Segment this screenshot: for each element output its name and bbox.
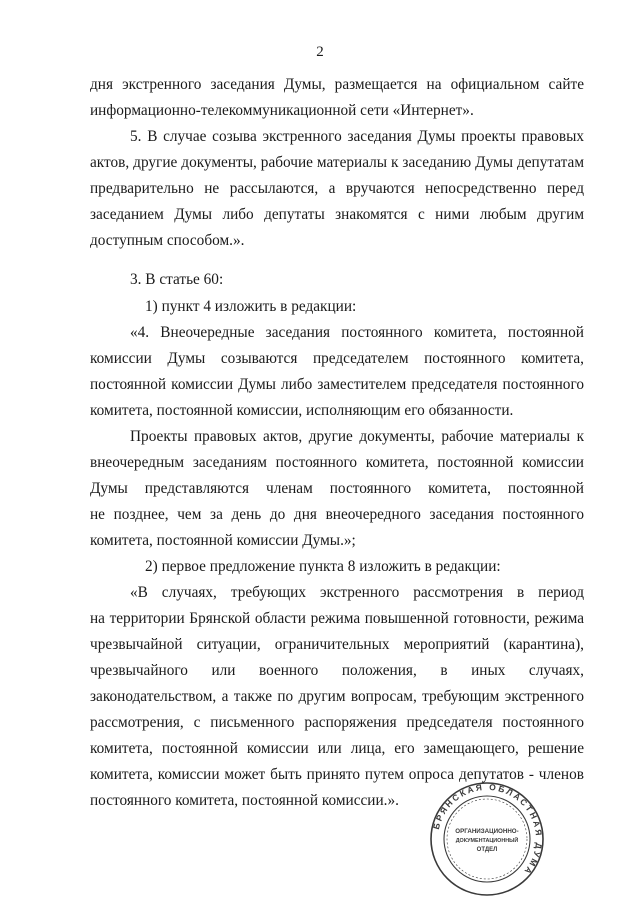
text-line: комитета, комиссии может быть принято путем опроса депутатов - членов [90, 766, 584, 783]
text-line: «4. Внеочередные заседания постоянного комитета, постоянной [130, 324, 584, 341]
text-line: Думы представляются членам постоянного комитета, постоянной [90, 480, 584, 497]
text-line: дня экстренного заседания Думы, размещается на официальном сайте [90, 76, 584, 93]
text-line: актов, другие документы, рабочие материалы к заседанию Думы депутатам [90, 154, 584, 171]
text-line: 2) первое предложение пункта 8 изложить в редакции: [145, 558, 501, 575]
page-number: 2 [316, 44, 324, 60]
text-line: предварительно не рассылаются, а вручаются непосредственно перед [90, 180, 584, 197]
text-line: заседанием Думы либо депутаты знакомятся с ними любым другим [90, 206, 584, 223]
text-line: информационно-телекоммуникационной сети «Интернет». [90, 102, 474, 119]
text-line: «В случаях, требующих экстренного рассмотрения в период [130, 584, 584, 601]
stamp-ring-text: БРЯНСКАЯ ОБЛАСТНАЯ ДУМА [430, 781, 545, 878]
text-line: постоянной комиссии Думы либо заместителем председателя постоянного [90, 376, 584, 393]
official-stamp-icon [428, 780, 546, 898]
text-line: на территории Брянской области режима повышенной готовности, режима [90, 610, 584, 627]
text-line: комитета, постоянной комиссии Думы.»; [90, 532, 356, 549]
text-line: комитета, постоянной комиссии, исполняющим его обязанности. [90, 402, 514, 419]
text-line: не позднее, чем за день до дня внеочередного заседания постоянного [90, 506, 584, 523]
text-line: 1) пункт 4 изложить в редакции: [145, 298, 357, 315]
text-line: внеочередным заседаниям постоянного комитета, постоянной комиссии [90, 454, 584, 471]
text-line: Проекты правовых актов, другие документы, рабочие материалы к [130, 428, 584, 445]
text-line: комитета, постоянной комиссии или лица, его замещающего, решение [90, 740, 584, 757]
stamp-center-text: ОТДЕЛ [476, 847, 498, 853]
section-heading: 3. В статье 60: [130, 271, 224, 288]
text-line: комиссии Думы созываются председателем постоянного комитета, [90, 350, 584, 367]
stamp-center-text: ОРГАНИЗАЦИОННО- [455, 828, 519, 835]
text-line: чрезвычайного или военного положения, в иных случаях, [90, 662, 584, 679]
text-line: законодательством, а также по другим вопросам, требующим экстренного [90, 688, 584, 705]
text-line: 5. В случае созыва экстренного заседания Думы проекты правовых [130, 128, 584, 145]
text-line: рассмотрения, с письменного распоряжения председателя постоянного [90, 714, 584, 731]
text-line: постоянного комитета, постоянной комиссии.». [90, 792, 399, 809]
stamp-center-text: ДОКУМЕНТАЦИОННЫЙ [455, 838, 519, 844]
text-line: чрезвычайной ситуации, ограничительных мероприятий (карантина), [90, 636, 584, 653]
text-line: доступным способом.». [90, 232, 245, 249]
